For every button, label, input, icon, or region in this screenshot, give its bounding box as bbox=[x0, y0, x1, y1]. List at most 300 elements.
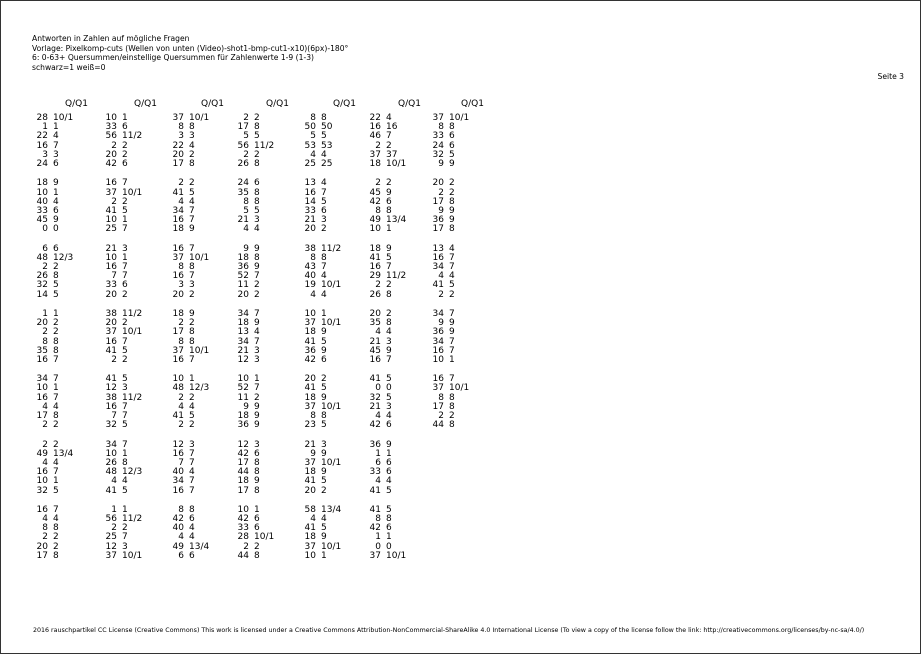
quersumme-value: 50 bbox=[304, 122, 316, 133]
column-header: Q/Q1 bbox=[333, 99, 356, 109]
quersumme-value: 22 bbox=[172, 140, 184, 151]
single-digit-value: 2 bbox=[53, 532, 59, 543]
quersumme-value: 8 bbox=[310, 252, 316, 263]
number-block bbox=[33, 114, 73, 169]
quersumme-value: 32 bbox=[432, 149, 444, 160]
single-digit-value: 3 bbox=[254, 345, 260, 356]
single-digit-value: 3 bbox=[254, 354, 260, 365]
number-block bbox=[366, 245, 406, 300]
number-row bbox=[33, 160, 73, 169]
quersumme-value: 2 bbox=[438, 289, 444, 300]
single-digit-value: 8 bbox=[449, 392, 455, 403]
number-row bbox=[169, 421, 209, 430]
single-digit-value: 13/4 bbox=[53, 448, 74, 459]
quersumme-value: 4 bbox=[310, 289, 316, 300]
number-block bbox=[301, 310, 341, 365]
number-block bbox=[102, 441, 142, 496]
number-block bbox=[234, 114, 274, 169]
number-row bbox=[102, 160, 142, 169]
quersumme-value: 16 bbox=[304, 187, 316, 198]
single-digit-value: 9 bbox=[449, 327, 455, 338]
single-digit-value: 8 bbox=[53, 271, 59, 282]
quersumme-value: 32 bbox=[105, 420, 117, 431]
quersumme-value: 44 bbox=[237, 467, 249, 478]
single-digit-value: 4 bbox=[321, 178, 327, 189]
single-digit-value: 11/2 bbox=[321, 243, 342, 254]
quersumme-value: 49 bbox=[36, 448, 48, 459]
number-block bbox=[429, 114, 469, 169]
number-row bbox=[301, 552, 341, 561]
quersumme-value: 16 bbox=[105, 178, 117, 189]
quersumme-value: 4 bbox=[243, 224, 249, 235]
single-digit-value: 5 bbox=[321, 131, 327, 142]
column-header: Q/Q1 bbox=[266, 99, 289, 109]
quersumme-value: 2 bbox=[178, 178, 184, 189]
quersumme-value: 8 bbox=[375, 514, 381, 525]
single-digit-value: 6 bbox=[321, 354, 327, 365]
quersumme-value: 10 bbox=[237, 504, 249, 515]
column-header: Q/Q1 bbox=[134, 99, 157, 109]
single-digit-value: 4 bbox=[53, 457, 59, 468]
single-digit-value: 2 bbox=[254, 113, 260, 123]
quersumme-value: 6 bbox=[375, 457, 381, 468]
page-number: Seite 3 bbox=[877, 72, 904, 81]
quersumme-value: 32 bbox=[36, 280, 48, 291]
number-block bbox=[169, 506, 209, 561]
single-digit-value: 7 bbox=[386, 354, 392, 365]
quersumme-value: 8 bbox=[310, 113, 316, 123]
number-row bbox=[102, 487, 142, 496]
single-digit-value: 5 bbox=[189, 411, 195, 421]
number-row bbox=[33, 487, 73, 496]
quersumme-value: 16 bbox=[432, 374, 444, 385]
single-digit-value: 10/1 bbox=[321, 457, 342, 468]
single-digit-value: 7 bbox=[321, 262, 327, 272]
number-block bbox=[102, 375, 142, 430]
single-digit-value: 2 bbox=[189, 318, 195, 329]
single-digit-value: 3 bbox=[321, 439, 327, 450]
quersumme-value: 21 bbox=[304, 215, 316, 226]
single-digit-value: 9 bbox=[53, 178, 59, 189]
quersumme-value: 10 bbox=[369, 224, 381, 235]
single-digit-value: 8 bbox=[53, 523, 59, 534]
single-digit-value: 8 bbox=[254, 485, 260, 496]
number-row bbox=[366, 356, 406, 365]
quersumme-value: 2 bbox=[375, 280, 381, 291]
quersumme-value: 41 bbox=[172, 187, 184, 198]
quersumme-value: 2 bbox=[178, 392, 184, 403]
number-row bbox=[234, 487, 274, 496]
quersumme-value: 42 bbox=[369, 523, 381, 534]
single-digit-value: 10/1 bbox=[321, 280, 342, 291]
quersumme-value: 17 bbox=[36, 550, 48, 561]
quersumme-value: 34 bbox=[432, 262, 444, 272]
single-digit-value: 0 bbox=[53, 224, 59, 235]
single-digit-value: 6 bbox=[122, 158, 128, 169]
quersumme-value: 34 bbox=[432, 308, 444, 319]
single-digit-value: 7 bbox=[189, 205, 195, 216]
number-row bbox=[301, 487, 341, 496]
quersumme-value: 41 bbox=[172, 411, 184, 421]
number-block bbox=[366, 179, 406, 234]
quersumme-value: 20 bbox=[432, 178, 444, 189]
quersumme-value: 10 bbox=[105, 252, 117, 263]
quersumme-value: 37 bbox=[304, 318, 316, 329]
single-digit-value: 7 bbox=[122, 178, 128, 189]
quersumme-value: 9 bbox=[310, 448, 316, 459]
header-description: 6: 0-63+ Quersummen/einstellige Quersummen für Zahlenwerte 1-9 (1-3) bbox=[32, 53, 314, 63]
quersumme-value: 43 bbox=[304, 262, 316, 272]
single-digit-value: 7 bbox=[449, 262, 455, 272]
single-digit-value: 6 bbox=[254, 178, 260, 189]
number-block bbox=[169, 441, 209, 496]
quersumme-value: 37 bbox=[105, 550, 117, 561]
number-block bbox=[234, 441, 274, 496]
single-digit-value: 2 bbox=[386, 178, 392, 189]
quersumme-value: 20 bbox=[105, 149, 117, 160]
quersumme-value: 16 bbox=[36, 140, 48, 151]
column-header: Q/Q1 bbox=[461, 99, 484, 109]
quersumme-value: 2 bbox=[111, 140, 117, 151]
number-block bbox=[33, 375, 73, 430]
quersumme-value: 16 bbox=[172, 485, 184, 496]
quersumme-value: 16 bbox=[172, 215, 184, 226]
number-row bbox=[429, 225, 469, 234]
single-digit-value: 7 bbox=[189, 448, 195, 459]
single-digit-value: 2 bbox=[53, 420, 59, 431]
number-row bbox=[234, 356, 274, 365]
quersumme-value: 25 bbox=[304, 158, 316, 169]
single-digit-value: 8 bbox=[53, 345, 59, 356]
single-digit-value: 6 bbox=[386, 467, 392, 478]
single-digit-value: 7 bbox=[254, 383, 260, 394]
quersumme-value: 44 bbox=[432, 420, 444, 431]
single-digit-value: 2 bbox=[53, 318, 59, 329]
single-digit-value: 8 bbox=[449, 196, 455, 207]
number-row bbox=[429, 421, 469, 430]
quersumme-value: 3 bbox=[178, 131, 184, 142]
number-row bbox=[429, 356, 469, 365]
quersumme-value: 9 bbox=[438, 205, 444, 216]
single-digit-value: 5 bbox=[386, 374, 392, 385]
single-digit-value: 6 bbox=[254, 514, 260, 525]
single-digit-value: 2 bbox=[449, 411, 455, 421]
single-digit-value: 4 bbox=[449, 271, 455, 282]
quersumme-value: 4 bbox=[375, 476, 381, 487]
quersumme-value: 18 bbox=[172, 224, 184, 235]
single-digit-value: 5 bbox=[449, 280, 455, 291]
single-digit-value: 6 bbox=[122, 122, 128, 133]
number-row bbox=[102, 291, 142, 300]
single-digit-value: 1 bbox=[254, 374, 260, 385]
quersumme-value: 16 bbox=[36, 354, 48, 365]
single-digit-value: 4 bbox=[53, 196, 59, 207]
number-block bbox=[301, 375, 341, 430]
number-row bbox=[366, 421, 406, 430]
quersumme-value: 41 bbox=[105, 485, 117, 496]
quersumme-value: 2 bbox=[438, 411, 444, 421]
single-digit-value: 1 bbox=[449, 354, 455, 365]
quersumme-value: 2 bbox=[178, 420, 184, 431]
quersumme-value: 17 bbox=[237, 457, 249, 468]
quersumme-value: 21 bbox=[105, 243, 117, 254]
quersumme-value: 4 bbox=[178, 196, 184, 207]
single-digit-value: 6 bbox=[189, 550, 195, 561]
single-digit-value: 9 bbox=[254, 318, 260, 329]
quersumme-value: 13 bbox=[432, 243, 444, 254]
quersumme-value: 4 bbox=[438, 271, 444, 282]
single-digit-value: 7 bbox=[254, 336, 260, 347]
single-digit-value: 7 bbox=[189, 457, 195, 468]
number-block bbox=[169, 310, 209, 365]
single-digit-value: 9 bbox=[254, 476, 260, 487]
single-digit-value: 9 bbox=[449, 318, 455, 329]
single-digit-value: 7 bbox=[53, 504, 59, 515]
single-digit-value: 2 bbox=[386, 280, 392, 291]
quersumme-value: 4 bbox=[178, 401, 184, 412]
number-row bbox=[169, 487, 209, 496]
quersumme-value: 41 bbox=[105, 345, 117, 356]
quersumme-value: 40 bbox=[172, 467, 184, 478]
quersumme-value: 1 bbox=[111, 504, 117, 515]
quersumme-value: 12 bbox=[237, 354, 249, 365]
number-block bbox=[33, 179, 73, 234]
single-digit-value: 2 bbox=[189, 420, 195, 431]
quersumme-value: 19 bbox=[304, 280, 316, 291]
single-digit-value: 3 bbox=[189, 439, 195, 450]
quersumme-value: 34 bbox=[172, 476, 184, 487]
single-digit-value: 8 bbox=[254, 457, 260, 468]
single-digit-value: 2 bbox=[189, 392, 195, 403]
single-digit-value: 6 bbox=[254, 448, 260, 459]
number-row bbox=[301, 160, 341, 169]
quersumme-value: 48 bbox=[172, 383, 184, 394]
quersumme-value: 41 bbox=[369, 485, 381, 496]
quersumme-value: 37 bbox=[105, 327, 117, 338]
single-digit-value: 10/1 bbox=[386, 158, 407, 169]
number-block bbox=[366, 114, 406, 169]
single-digit-value: 13/4 bbox=[386, 215, 407, 226]
single-digit-value: 4 bbox=[53, 514, 59, 525]
single-digit-value: 5 bbox=[53, 485, 59, 496]
quersumme-value: 33 bbox=[105, 280, 117, 291]
single-digit-value: 10/1 bbox=[122, 187, 143, 198]
single-digit-value: 4 bbox=[189, 467, 195, 478]
single-digit-value: 5 bbox=[122, 485, 128, 496]
quersumme-value: 22 bbox=[369, 113, 381, 123]
single-digit-value: 6 bbox=[254, 523, 260, 534]
single-digit-value: 2 bbox=[189, 289, 195, 300]
single-digit-value: 4 bbox=[449, 243, 455, 254]
single-digit-value: 9 bbox=[254, 243, 260, 254]
single-digit-value: 3 bbox=[254, 439, 260, 450]
number-row bbox=[429, 160, 469, 169]
single-digit-value: 4 bbox=[189, 196, 195, 207]
single-digit-value: 2 bbox=[254, 149, 260, 160]
quersumme-value: 2 bbox=[42, 420, 48, 431]
number-block bbox=[169, 375, 209, 430]
single-digit-value: 5 bbox=[254, 131, 260, 142]
number-block bbox=[102, 506, 142, 561]
single-digit-value: 11/2 bbox=[122, 392, 143, 403]
single-digit-value: 7 bbox=[189, 485, 195, 496]
single-digit-value: 13/4 bbox=[189, 541, 210, 552]
quersumme-value: 40 bbox=[304, 271, 316, 282]
single-digit-value: 1 bbox=[386, 532, 392, 543]
quersumme-value: 18 bbox=[237, 252, 249, 263]
single-digit-value: 8 bbox=[189, 504, 195, 515]
quersumme-value: 0 bbox=[375, 383, 381, 394]
quersumme-value: 17 bbox=[237, 122, 249, 133]
quersumme-value: 38 bbox=[105, 308, 117, 319]
single-digit-value: 8 bbox=[449, 122, 455, 133]
single-digit-value: 9 bbox=[449, 205, 455, 216]
quersumme-value: 2 bbox=[375, 178, 381, 189]
single-digit-value: 8 bbox=[386, 205, 392, 216]
number-block bbox=[366, 375, 406, 430]
quersumme-value: 21 bbox=[237, 345, 249, 356]
quersumme-value: 18 bbox=[304, 532, 316, 543]
number-row bbox=[169, 552, 209, 561]
quersumme-value: 13 bbox=[304, 178, 316, 189]
quersumme-value: 34 bbox=[105, 439, 117, 450]
single-digit-value: 2 bbox=[321, 485, 327, 496]
quersumme-value: 20 bbox=[172, 149, 184, 160]
single-digit-value: 10/1 bbox=[53, 113, 74, 123]
single-digit-value: 5 bbox=[122, 345, 128, 356]
single-digit-value: 2 bbox=[122, 140, 128, 151]
quersumme-value: 21 bbox=[237, 215, 249, 226]
quersumme-value: 1 bbox=[375, 448, 381, 459]
single-digit-value: 2 bbox=[53, 262, 59, 272]
single-digit-value: 12/3 bbox=[189, 383, 210, 394]
quersumme-value: 22 bbox=[36, 131, 48, 142]
single-digit-value: 9 bbox=[386, 243, 392, 254]
quersumme-value: 2 bbox=[111, 354, 117, 365]
number-block bbox=[169, 114, 209, 169]
quersumme-value: 8 bbox=[178, 122, 184, 133]
number-row bbox=[33, 552, 73, 561]
single-digit-value: 7 bbox=[449, 252, 455, 263]
single-digit-value: 11/2 bbox=[122, 514, 143, 525]
quersumme-value: 1 bbox=[375, 532, 381, 543]
quersumme-value: 9 bbox=[243, 401, 249, 412]
single-digit-value: 8 bbox=[321, 252, 327, 263]
quersumme-value: 11 bbox=[237, 280, 249, 291]
single-digit-value: 2 bbox=[254, 392, 260, 403]
quersumme-value: 4 bbox=[111, 476, 117, 487]
single-digit-value: 8 bbox=[53, 550, 59, 561]
license-footer: 2016 rauschpartikel CC License (Creative Commons) This work is licensed under a Creative Commons Attribution-NonCommercial-ShareAlike 4.0 International License (To view a copy of the license follow the link: http://creativecommons.org/licenses/by-nc-sa/4.0/) bbox=[33, 627, 865, 634]
single-digit-value: 2 bbox=[386, 140, 392, 151]
single-digit-value: 7 bbox=[53, 392, 59, 403]
single-digit-value: 9 bbox=[189, 224, 195, 235]
quersumme-value: 41 bbox=[304, 336, 316, 347]
single-digit-value: 4 bbox=[53, 131, 59, 142]
single-digit-value: 7 bbox=[122, 271, 128, 282]
single-digit-value: 9 bbox=[386, 345, 392, 356]
single-digit-value: 5 bbox=[122, 205, 128, 216]
quersumme-value: 56 bbox=[237, 140, 249, 151]
single-digit-value: 7 bbox=[449, 308, 455, 319]
quersumme-value: 2 bbox=[375, 140, 381, 151]
number-row bbox=[366, 487, 406, 496]
quersumme-value: 42 bbox=[237, 448, 249, 459]
single-digit-value: 10/1 bbox=[321, 541, 342, 552]
quersumme-value: 21 bbox=[369, 401, 381, 412]
quersumme-value: 28 bbox=[237, 532, 249, 543]
single-digit-value: 6 bbox=[321, 205, 327, 216]
single-digit-value: 10/1 bbox=[122, 327, 143, 338]
quersumme-value: 24 bbox=[36, 158, 48, 169]
single-digit-value: 1 bbox=[53, 122, 59, 133]
single-digit-value: 7 bbox=[189, 271, 195, 282]
quersumme-value: 52 bbox=[237, 383, 249, 394]
number-row bbox=[234, 225, 274, 234]
quersumme-value: 17 bbox=[172, 158, 184, 169]
single-digit-value: 8 bbox=[122, 457, 128, 468]
single-digit-value: 4 bbox=[254, 327, 260, 338]
quersumme-value: 20 bbox=[172, 289, 184, 300]
number-block bbox=[301, 179, 341, 234]
quersumme-value: 10 bbox=[36, 187, 48, 198]
number-row bbox=[102, 356, 142, 365]
single-digit-value: 9 bbox=[53, 215, 59, 226]
number-block bbox=[234, 179, 274, 234]
quersumme-value: 20 bbox=[304, 224, 316, 235]
single-digit-value: 5 bbox=[122, 420, 128, 431]
quersumme-value: 2 bbox=[178, 318, 184, 329]
single-digit-value: 3 bbox=[122, 243, 128, 254]
single-digit-value: 4 bbox=[189, 532, 195, 543]
quersumme-value: 10 bbox=[304, 550, 316, 561]
single-digit-value: 1 bbox=[321, 550, 327, 561]
quersumme-value: 49 bbox=[369, 215, 381, 226]
single-digit-value: 7 bbox=[189, 243, 195, 254]
single-digit-value: 9 bbox=[321, 532, 327, 543]
quersumme-value: 16 bbox=[172, 354, 184, 365]
number-block bbox=[366, 441, 406, 496]
quersumme-value: 41 bbox=[432, 280, 444, 291]
single-digit-value: 10/1 bbox=[189, 113, 210, 123]
number-row bbox=[102, 421, 142, 430]
single-digit-value: 11/2 bbox=[386, 271, 407, 282]
number-row bbox=[169, 291, 209, 300]
quersumme-value: 7 bbox=[111, 271, 117, 282]
quersumme-value: 44 bbox=[237, 550, 249, 561]
quersumme-value: 4 bbox=[310, 149, 316, 160]
quersumme-value: 36 bbox=[237, 262, 249, 272]
quersumme-value: 3 bbox=[42, 149, 48, 160]
number-row bbox=[366, 552, 406, 561]
single-digit-value: 5 bbox=[386, 252, 392, 263]
single-digit-value: 6 bbox=[386, 420, 392, 431]
single-digit-value: 9 bbox=[321, 327, 327, 338]
single-digit-value: 6 bbox=[189, 514, 195, 525]
quersumme-value: 5 bbox=[243, 205, 249, 216]
quersumme-value: 58 bbox=[304, 504, 316, 515]
quersumme-value: 21 bbox=[304, 439, 316, 450]
number-row bbox=[301, 356, 341, 365]
quersumme-value: 37 bbox=[172, 113, 184, 123]
quersumme-value: 2 bbox=[243, 541, 249, 552]
number-block bbox=[366, 506, 406, 561]
quersumme-value: 40 bbox=[172, 523, 184, 534]
quersumme-value: 8 bbox=[42, 336, 48, 347]
quersumme-value: 13 bbox=[237, 327, 249, 338]
single-digit-value: 9 bbox=[254, 262, 260, 272]
quersumme-value: 38 bbox=[105, 392, 117, 403]
